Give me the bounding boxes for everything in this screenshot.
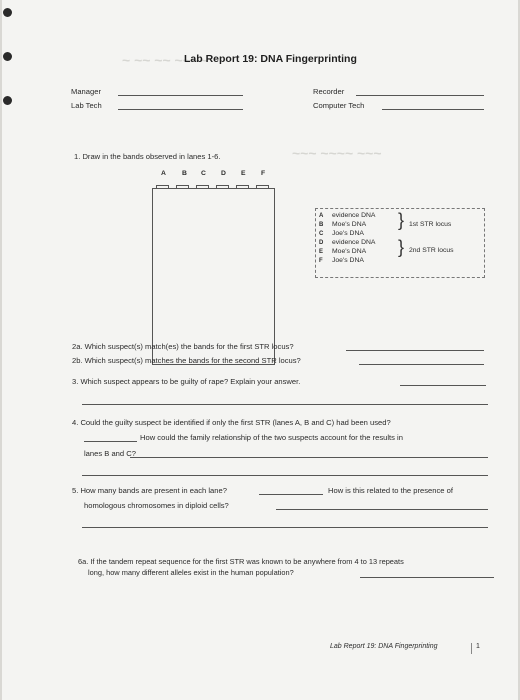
legend-letter: E <box>319 249 324 255</box>
question-5-line1a: 5. How many bands are present in each lane? <box>72 486 227 495</box>
answer-2b-field[interactable] <box>359 364 484 365</box>
question-2b: 2b. Which suspect(s) matches the bands for the second STR locus? <box>72 356 301 365</box>
lane-label-c: C <box>201 170 206 177</box>
locus-1-label: 1st STR locus <box>409 221 452 228</box>
lane-label-d: D <box>221 170 226 177</box>
answer-4b-field[interactable] <box>130 457 488 458</box>
answer-2a-field[interactable] <box>346 350 484 351</box>
answer-5a-field[interactable] <box>259 494 323 495</box>
question-4-line3: lanes B and C? <box>84 449 136 458</box>
footer-separator <box>471 643 472 654</box>
legend-label: evidence DNA <box>332 212 376 219</box>
question-5-line1b: How is this related to the presence of <box>328 486 453 495</box>
legend-letter: A <box>319 213 324 219</box>
binder-holes <box>2 0 14 700</box>
brace-icon: } <box>398 237 405 257</box>
question-3: 3. Which suspect appears to be guilty of rape? Explain your answer. <box>72 377 301 386</box>
answer-5-line[interactable] <box>82 527 488 528</box>
computer-tech-field[interactable] <box>382 109 484 110</box>
legend-letter: B <box>319 222 324 228</box>
footer-title: Lab Report 19: DNA Fingerprinting <box>330 643 438 650</box>
lane-label-a: A <box>161 170 166 177</box>
manager-label: Manager <box>71 87 101 96</box>
legend-label: Moe's DNA <box>332 221 367 228</box>
lab-tech-label: Lab Tech <box>71 101 102 110</box>
answer-3-line[interactable] <box>82 404 488 405</box>
binder-hole <box>3 52 12 61</box>
bleed-through-text: ~ ~~ ~~ ~~~~ <box>122 52 208 68</box>
question-2a: 2a. Which suspect(s) match(es) the bands for the first STR locus? <box>72 342 294 351</box>
legend-label: Joe's DNA <box>332 257 364 264</box>
legend-letter: F <box>319 258 323 264</box>
question-5-line2: homologous chromosomes in diploid cells? <box>84 501 229 510</box>
locus-2-label: 2nd STR locus <box>409 247 454 254</box>
legend-label: Moe's DNA <box>332 248 367 255</box>
gel-drawing-box[interactable] <box>152 188 275 365</box>
question-6a-line1: 6a. If the tandem repeat sequence for the first STR was known to be anywhere from 4 to 13 repeats <box>78 557 404 566</box>
manager-field[interactable] <box>118 95 243 96</box>
legend-letter: C <box>319 231 324 237</box>
legend-label: evidence DNA <box>332 239 376 246</box>
lane-label-b: B <box>182 170 187 177</box>
page-title: Lab Report 19: DNA Fingerprinting <box>184 53 357 65</box>
worksheet-page <box>2 0 518 700</box>
binder-hole <box>3 96 12 105</box>
answer-4-field[interactable] <box>84 441 137 442</box>
answer-5b-field[interactable] <box>276 509 488 510</box>
legend-letter: D <box>319 240 324 246</box>
recorder-field[interactable] <box>356 95 484 96</box>
bleed-through-text: ~~~ ~~~~ ~~~ <box>292 145 382 161</box>
answer-6a-field[interactable] <box>360 577 494 578</box>
lane-label-f: F <box>261 170 266 177</box>
lab-tech-field[interactable] <box>118 109 243 110</box>
answer-4-line[interactable] <box>82 475 488 476</box>
recorder-label: Recorder <box>313 87 345 96</box>
binder-hole <box>3 8 12 17</box>
question-1: 1. Draw in the bands observed in lanes 1-6. <box>74 152 221 161</box>
lane-label-e: E <box>241 170 246 177</box>
computer-tech-label: Computer Tech <box>313 101 365 110</box>
question-4-line2: How could the family relationship of the two suspects account for the results in <box>140 433 403 442</box>
page-number: 1 <box>476 643 480 650</box>
brace-icon: } <box>398 210 405 230</box>
answer-3-field[interactable] <box>400 385 486 386</box>
legend-label: Joe's DNA <box>332 230 364 237</box>
question-6a-line2: long, how many different alleles exist in the human population? <box>88 568 294 577</box>
question-4-line1: 4. Could the guilty suspect be identified if only the first STR (lanes A, B and C) had been used? <box>72 418 391 427</box>
